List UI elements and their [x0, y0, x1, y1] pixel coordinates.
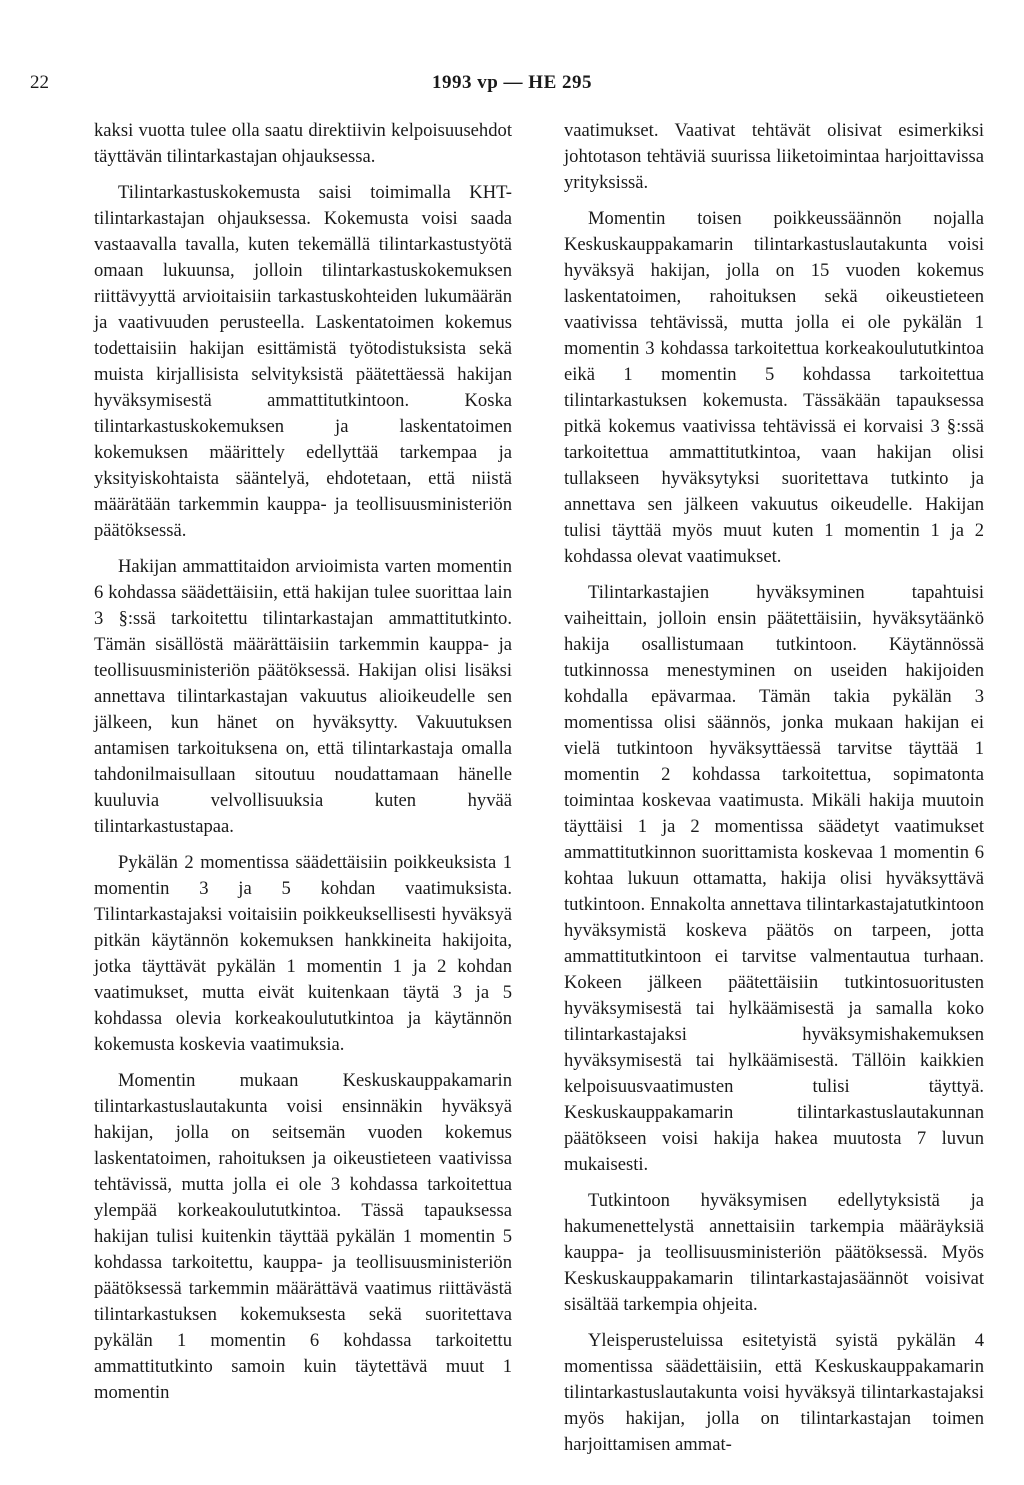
running-title: 1993 vp — HE 295: [431, 72, 593, 93]
right-column: [564, 118, 984, 1468]
paragraph: vaatimukset. Vaativat tehtävät olisivat esimerkiksi johtotason tehtäviä suurissa liiketoimintaa harjoittavissa yrityksissä.: [564, 120, 984, 193]
page-number: 22: [30, 72, 49, 93]
paragraph: kaksi vuotta tulee olla saatu direktiivin kelpoisuusehdot täyttävän tilintarkastajan ohjauksessa.: [94, 120, 512, 167]
paragraph: Tilintarkastajien hyväksyminen tapahtuisi vaiheittain, jolloin ensin päätettäisiin, hyväksytäänkö hakija osallistumaan tutkintoon. Käytännössä tutkinnossa menestyminen on useiden hakijoiden kohdalla epävarmaa. Tämän takia pykälän 3 momentissa olisi säännös, jonka mukaan hakijan ei vielä tutkintoon hyväksyttäessä tarvitse täyttää 1 momentin 2 kohdassa tarkoitettua, sopimatonta toimintaa koskevaa vaatimusta. Mikäli hakija muutoin täyttäisi 1 ja 2 momentissa säädetyt vaatimukset ammattitutkinnon suorittamista koskevaa 1 momentin 6 kohtaa lukuun ottamatta, hakija olisi hyväksyttävä tutkintoon. Ennakolta annettava tilintarkastajatutkintoon hyväksymistä koskeva päätös on tarpeen, jotta ammattitutkintoon ei tarvitse valmentautua turhaan. Kokeen jälkeen päätettäisiin tutkintosuoritusten hyväksymisestä tai hylkäämisestä ja samalla koko tilintarkastajaksi hyväksymishakemuksen hyväksymisestä tai hylkäämisestä. Tällöin kaikkien kelpoisuusvaatimusten tulisi täyttyä. Keskuskauppakamarin tilintarkastuslautakunnan päätökseen voisi hakija hakea muutosta 7 luvun mukaisesti.: [564, 582, 984, 1175]
paragraph: Tutkintoon hyväksymisen edellytyksistä ja hakumenettelystä annettaisiin tarkempia määräyksiä kauppa- ja teollisuusministeriön päätöksessä. Myös Keskuskauppakamarin tilintarkastajasäännöt voisivat sisältää tarkempia ohjeita.: [564, 1190, 984, 1315]
paragraph: Yleisperusteluissa esitetyistä syistä pykälän 4 momentissa säädettäisiin, että Keskuskauppakamarin tilintarkastuslautakunta voisi hyväksyä tilintarkastajaksi myös hakijan, jolla on tilintarkastajan toimen harjoittamisen ammat-: [564, 1330, 984, 1455]
paragraph: Hakijan ammattitaidon arvioimista varten momentin 6 kohdassa säädettäisiin, että hakijan tulee suorittaa lain 3 §:ssä tarkoitettu tilintarkastajan ammattitutkinto. Tämän sisällöstä määrättäisiin tarkemmin kauppa- ja teollisuusministeriön päätöksessä. Hakijan olisi lisäksi annettava tilintarkastajan vakuutus alioikeudelle sen jälkeen, kun hänet on hyväksytty. Vakuutuksen antamisen tarkoituksena on, että tilintarkastaja omalla tahdonilmaisullaan sitoutuu noudattamaan hänelle kuuluvia velvollisuuksia kuten hyvää tilintarkastustapaa.: [94, 556, 512, 837]
left-column: [94, 118, 512, 1416]
paragraph: Tilintarkastuskokemusta saisi toimimalla KHT-tilintarkastajan ohjauksessa. Kokemusta voisi saada vastaavalla tavalla, kuten tekemällä tilintarkastustyötä omaan lukuunsa, jolloin tilintarkastuskokemuksen riittävyyttä arvioitaisiin tarkastuskohteiden lukumäärän ja vaativuuden perusteella. Laskentatoimen kokemus todettaisiin hakijan esittämistä työtodistuksista sekä muista kirjallisista selvityksistä päätettäessä hakijan hyväksymisestä ammattitutkintoon. Koska tilintarkastuskokemuksen ja laskentatoimen kokemuksen määrittely edellyttää tarkempaa ja yksityiskohtaista sääntelyä, ehdotetaan, että niistä määrätään tarkemmin kauppa- ja teollisuusministeriön päätöksessä.: [94, 182, 512, 541]
paragraph: Pykälän 2 momentissa säädettäisiin poikkeuksista 1 momentin 3 ja 5 kohdan vaatimuksista. Tilintarkastajaksi voitaisiin poikkeuksellisesti hyväksyä pitkän käytännön kokemuksen hankkineita hakijoita, jotka täyttävät pykälän 1 momentin 1 ja 2 kohdan vaatimukset, mutta eivät kuitenkaan täytä 3 ja 5 kohdassa olevia korkeakoulututkintoa ja käytännön kokemusta koskevia vaatimuksia.: [94, 852, 512, 1055]
paragraph: Momentin toisen poikkeussäännön nojalla Keskuskauppakamarin tilintarkastuslautakunta voisi hyväksyä hakijan, jolla on 15 vuoden kokemus laskentatoimen, rahoituksen sekä oikeustieteen vaativissa tehtävissä, mutta jolla ei ole pykälän 1 momentin 3 kohdassa tarkoitettua korkeakoulututkintoa eikä 1 momentin 5 kohdassa tarkoitettua tilintarkastuksen kokemusta. Tässäkään tapauksessa pitkä kokemus vaativissa tehtävissä ei korvaisi 3 §:ssä tarkoitettua ammattitutkintoa, vaan hakijan olisi tullakseen hyväksytyksi suoritettava tutkinto ja annettava sen jälkeen vakuutus oikeudelle. Hakijan tulisi täyttää myös muut kuten 1 momentin 1 ja 2 kohdassa olevat vaatimukset.: [564, 208, 984, 567]
page-header: [0, 72, 1024, 100]
paragraph: Momentin mukaan Keskuskauppakamarin tilintarkastuslautakunta voisi ensinnäkin hyväksyä hakijan, jolla on seitsemän vuoden kokemus laskentatoimen, rahoituksen ja oikeustieteen vaativissa tehtävissä, mutta jolla ei ole 3 kohdassa tarkoitettua ylempää korkeakoulututkintoa. Tässä tapauksessa hakijan tulisi kuitenkin täyttää pykälän 1 momentin 5 kohdassa tarkoitettu, kauppa- ja teollisuusministeriön päätöksessä tarkemmin määrättävä vaatimus riittävästä tilintarkastuksen kokemuksesta sekä suoritettava pykälän 1 momentin 6 kohdassa tarkoitettu ammattitutkinto samoin kuin täytettävä muut 1 momentin: [94, 1070, 512, 1403]
